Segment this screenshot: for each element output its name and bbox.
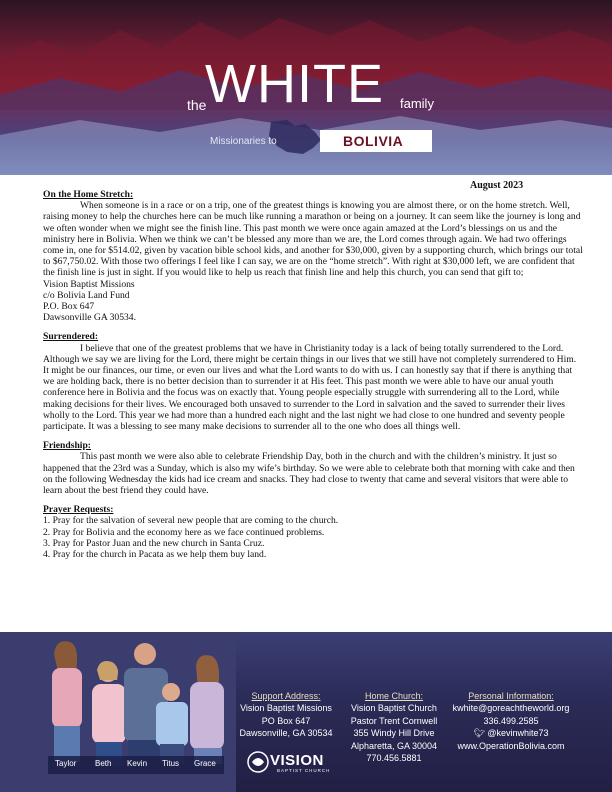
website-link[interactable]: www.OperationBolivia.com	[457, 740, 565, 751]
section-body-surrendered: I believe that one of the greatest problems that we have in Christianity today is a lack of being totally surrendered to the Lord. Although we say we are living for the Lord, there might be certain things in our lives that we still have not completely surrendered to Him. It might be our finances, our time, or even our lives and what the Lord wants to do with us. I can honestly say that if there is anything that we are holding back, there is no better decision than to surrender it at His feet. This past month we were able to have our anual youth conference here in Bolivia and the focus was on exactly that. Young people especially struggle with surrendering all to the Lord, while making decisions for their lives. We encouraged both unsaved to surrender to the Lord in salvation and the saved to surrender their lives wholly to the Lord. This year we had more than a hundred each night and the last night we had close to one hundred and seventy people participate. It was a blessing to see many make decisions to surrender all to the one who does all things well.	[43, 342, 577, 433]
support-address-line: Dawsonville, GA 30534	[239, 728, 333, 739]
phone-number: 336.499.2585	[483, 715, 539, 726]
support-address-line: Vision Baptist Missions	[240, 703, 332, 714]
personal-info-block	[446, 690, 576, 752]
vision-logo-subtext: BAPTIST CHURCH	[277, 768, 331, 773]
footer	[0, 632, 612, 792]
prayer-item: 2. Pray for Bolivia and the economy here as we face continued problems.	[43, 526, 325, 538]
twitter-icon: 🐦︎	[473, 728, 488, 739]
header-banner	[0, 0, 612, 175]
family-member-name: Grace	[194, 759, 216, 768]
address-line: Vision Baptist Missions	[43, 278, 135, 290]
address-line: Dawsonville GA 30534.	[43, 312, 136, 324]
home-church-line: 355 Windy Hill Drive	[353, 728, 435, 739]
address-line: c/o Bolivia Land Fund	[43, 289, 130, 301]
family-member-name: Taylor	[55, 759, 77, 768]
newsletter-body	[43, 189, 583, 560]
prayer-item: 1. Pray for the salvation of several new people that are coming to the church.	[43, 515, 339, 527]
family-member-name: Kevin	[127, 759, 148, 768]
title-the: the	[187, 97, 207, 113]
home-church-line: Vision Baptist Church	[351, 703, 437, 714]
personal-info-heading: Personal Information:	[468, 691, 554, 701]
support-address-block	[230, 690, 342, 740]
prayer-item: 4. Pray for the church in Pacata as we help them buy land.	[43, 549, 267, 561]
email-link[interactable]: kwhite@goreachtheworld.org	[452, 703, 570, 714]
missionaries-to-label: Missionaries to	[210, 136, 277, 147]
country-name: BOLIVIA	[343, 133, 404, 149]
home-church-block	[344, 690, 444, 764]
home-church-heading: Home Church:	[364, 691, 424, 701]
support-address-line: PO Box 647	[261, 715, 311, 726]
family-member-name: Beth	[95, 759, 112, 768]
vision-logo-text: VISION	[270, 752, 324, 769]
section-title-surrendered: Surrendered:	[43, 331, 99, 343]
section-body-friendship: This past month we were also able to celebrate Friendship Day, both in the church and with the children’s ministry. It just so happened that the 23rd was a Sunday, which is also my wife’s birthday. So we were able to celebrate both that morning with cake and then on the following Wednesday the kids had ice cream and snacks. They had close to twenty that came and several visitors that were able to learn about the best friend they could have.	[43, 451, 575, 497]
family-name-title: WHITE	[205, 54, 384, 114]
home-church-line: Pastor Trent Cornwell	[350, 715, 438, 726]
support-address-heading: Support Address:	[251, 691, 321, 701]
home-church-line: Alpharetta, GA 30004	[350, 740, 438, 751]
section-title-home-stretch: On the Home Stretch:	[43, 189, 134, 200]
prayer-item: 3. Pray for Pastor Juan and the new church in Santa Cruz.	[43, 537, 265, 549]
family-member-name: Titus	[162, 759, 180, 768]
home-church-line: 770.456.5881	[366, 753, 422, 764]
title-family: family	[400, 96, 434, 111]
section-title-friendship: Friendship:	[43, 440, 91, 452]
section-title-prayer: Prayer Requests:	[43, 504, 114, 516]
twitter-handle[interactable]: 🐦︎ @kevinwhite73	[473, 728, 549, 739]
newsletter-date: August 2023	[470, 180, 524, 191]
address-line: P.O. Box 647	[43, 301, 95, 313]
section-body-home-stretch: When someone is in a race or on a trip, one of the greatest things is knowing you are almost there, or on the home stretch. Well, raising money to help the churches here can be much like running a marathon or being on a journey. It can seem like the journey is long and we often wonder when we might see the finish line. This past month we were once again amazed at the Lord’s blessings on us and the ministry here in Bolivia. When we think we can’t be blessed any more than we are, the Lord comes through again. We had two offerings come in, one for $514.02, given by vacation bible school kids, and another for $30,000, given by a supporting church, which brings our total to $67,750.02. With those two offerings I feel like I can say, we are on the “home stretch”. With right at $30,000 left, we are confident that the finish line is just in sight. If you would like to help us reach that finish line and help this church, you can send that gift to;	[43, 200, 583, 279]
